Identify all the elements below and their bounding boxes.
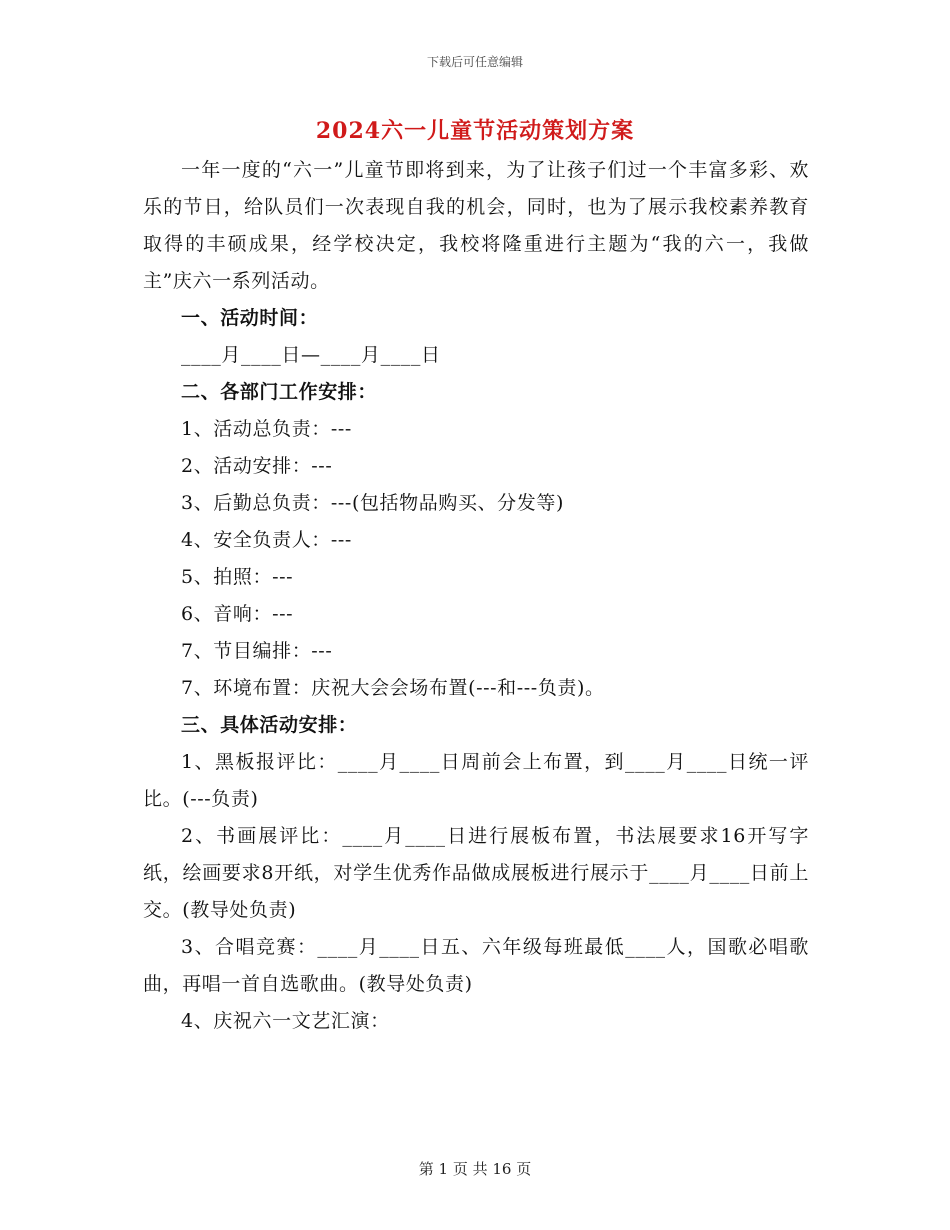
list-item: 2、书画展评比：____月____日进行展板布置，书法展要求16开写字纸，绘画要求8开纸，对学生优秀作品做成展板进行展示于____月____日前上交。(教导处负责) <box>143 825 809 921</box>
list-item: 5、拍照：--- <box>181 566 294 588</box>
list-item: 3、后勤总负责：---(包括物品购买、分发等) <box>181 492 564 514</box>
list-item: 6、音响：--- <box>181 603 294 625</box>
list-item: 4、庆祝六一文艺汇演： <box>181 1010 390 1032</box>
section-heading-departments: 二、各部门工作安排： <box>181 381 378 403</box>
list-item: 3、合唱竞赛：____月____日五、六年级每班最低____人，国歌必唱歌曲，再唱一首自选歌曲。(教导处负责) <box>143 936 809 995</box>
document-body <box>143 152 809 1040</box>
section-heading-time: 一、活动时间： <box>181 307 319 329</box>
page-footer: 第 1 页 共 16 页 <box>418 1160 532 1178</box>
intro-paragraph: 一年一度的“六一”儿童节即将到来，为了让孩子们过一个丰富多彩、欢乐的节日，给队员们一次表现自我的机会，同时，也为了展示我校素养教育取得的丰硕成果，经学校决定，我校将隆重进行主题为“我的六一，我做主”庆六一系列活动。 <box>143 159 809 292</box>
page-header: 下载后可任意编辑 <box>426 55 523 69</box>
section-heading-activities: 三、具体活动安排： <box>181 714 358 736</box>
time-range-line: ____月____日—____月____日 <box>181 344 441 366</box>
list-item: 7、环境布置：庆祝大会会场布置(---和---负责)。 <box>181 677 605 699</box>
list-item: 2、活动安排：--- <box>181 455 333 477</box>
document-title: 2024六一儿童节活动策划方案 <box>315 118 635 144</box>
list-item: 1、活动总负责：--- <box>181 418 352 440</box>
list-item: 4、安全负责人：--- <box>181 529 352 551</box>
list-item: 1、黑板报评比：____月____日周前会上布置，到____月____日统一评比。(---负责) <box>143 751 809 810</box>
list-item: 7、节目编排：--- <box>181 640 333 662</box>
